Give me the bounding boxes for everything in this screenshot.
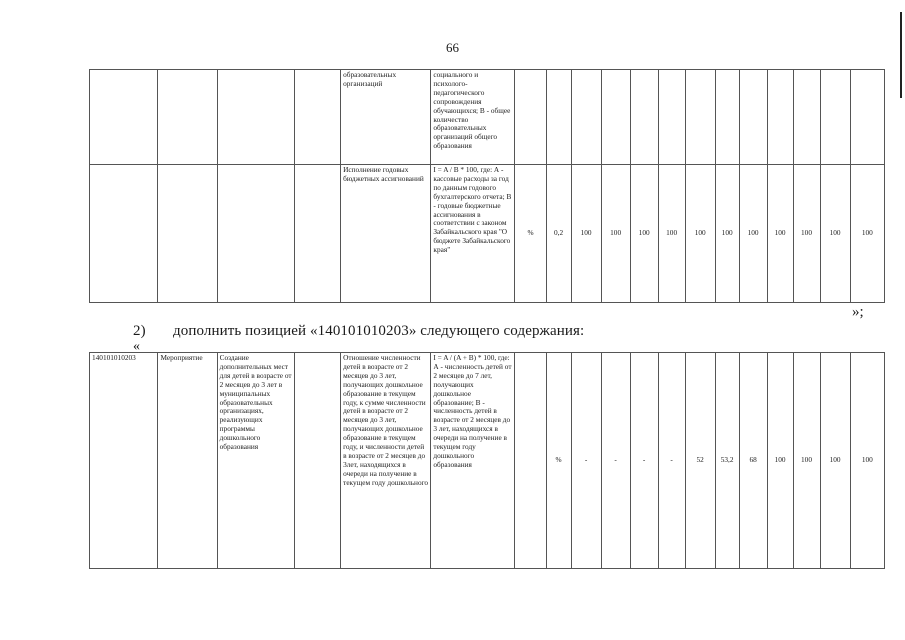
value-cell: 100 <box>820 353 850 569</box>
table-cell <box>515 353 546 569</box>
table-cell <box>571 70 601 165</box>
table-row <box>90 353 885 569</box>
code-cell: 140101010203 <box>90 353 158 569</box>
value-cell: 0,2 <box>546 165 571 303</box>
bottom-table <box>89 352 885 569</box>
value-cell: 100 <box>850 165 884 303</box>
item-text: дополнить позицией «140101010203» следующего содержания: <box>173 323 585 339</box>
table-cell <box>515 70 546 165</box>
value-cell: 68 <box>739 353 767 569</box>
table-cell <box>601 70 630 165</box>
item-number: 2) <box>133 323 146 339</box>
table-cell <box>793 70 820 165</box>
value-cell: - <box>601 353 630 569</box>
value-cell: 100 <box>630 165 658 303</box>
table-cell <box>850 70 884 165</box>
indicator-cell: Отношение численности детей в возрасте от 2 месяцев до 3 лет, получающих дошкольное образование в текущем году, к сумме численности детей в возрасте от 2 месяцев до 3 лет, получающих дошкольное образование в текущем году, и численности детей в возрасте от 2 месяцев до 3лет, находящихся в очереди на получение в текущем году дошкольного <box>341 353 431 569</box>
value-cell: 53,2 <box>715 353 739 569</box>
value-cell: - <box>571 353 601 569</box>
table-cell <box>767 70 793 165</box>
type-cell: Мероприятие <box>158 353 217 569</box>
table-cell <box>630 70 658 165</box>
formula-cell: социального и психолого-педагогического сопровождения обучающихся; В - общее количество образовательных организаций общего образования <box>431 70 515 165</box>
formula-cell: I = A / (A + B) * 100, где: А - численность детей от 2 месяцев до 7 лет, получающих дошкольное образование; В - численность детей в возрасте от 2 месяцев до 3 лет, находящихся в очереди на получение в текущем году дошкольного образования <box>431 353 515 569</box>
formula-cell: I = A / B * 100, где: А - кассовые расходы за год по данным годового бухгалтерского отчета; В - годовые бюджетные ассигнования в соответствии с законом Забайкальского края "О бюджете Забайкальского края" <box>431 165 515 303</box>
table-cell <box>158 165 217 303</box>
table-cell <box>90 165 158 303</box>
name-cell: Создание дополнительных мест для детей в возрасте от 2 месяцев до 3 лет в муниципальных образовательных организациях, реализующих программы дошкольного образования <box>217 353 295 569</box>
table-row <box>90 70 885 165</box>
value-cell: 100 <box>571 165 601 303</box>
unit-cell: % <box>515 165 546 303</box>
unit-cell: % <box>546 353 571 569</box>
table-cell <box>295 353 341 569</box>
table-cell <box>820 70 850 165</box>
table-cell <box>658 70 685 165</box>
margin-line <box>900 12 902 98</box>
table-cell <box>158 70 217 165</box>
table-cell <box>217 70 295 165</box>
value-cell: 100 <box>767 165 793 303</box>
indicator-cell: образовательных организаций <box>341 70 431 165</box>
table-cell <box>217 165 295 303</box>
value-cell: 100 <box>850 353 884 569</box>
table-cell <box>739 70 767 165</box>
table-cell <box>685 70 715 165</box>
value-cell: 100 <box>715 165 739 303</box>
page-number: 66 <box>446 40 459 55</box>
value-cell: 100 <box>601 165 630 303</box>
value-cell: 100 <box>793 165 820 303</box>
value-cell: 100 <box>658 165 685 303</box>
value-cell: - <box>658 353 685 569</box>
table-cell <box>295 70 341 165</box>
value-cell: 100 <box>739 165 767 303</box>
value-cell: 100 <box>767 353 793 569</box>
value-cell: 100 <box>685 165 715 303</box>
value-cell: 100 <box>793 353 820 569</box>
table-cell <box>715 70 739 165</box>
value-cell: 52 <box>685 353 715 569</box>
value-cell: - <box>630 353 658 569</box>
value-cell: 100 <box>820 165 850 303</box>
table-cell <box>546 70 571 165</box>
table-cell <box>295 165 341 303</box>
amendment-item <box>133 323 584 340</box>
indicator-cell: Исполнение годовых бюджетных ассигнований <box>341 165 431 303</box>
top-table <box>89 69 885 303</box>
opening-quote: « <box>133 339 140 354</box>
table-row <box>90 165 885 303</box>
closing-quote: »; <box>852 304 864 320</box>
table-cell <box>90 70 158 165</box>
